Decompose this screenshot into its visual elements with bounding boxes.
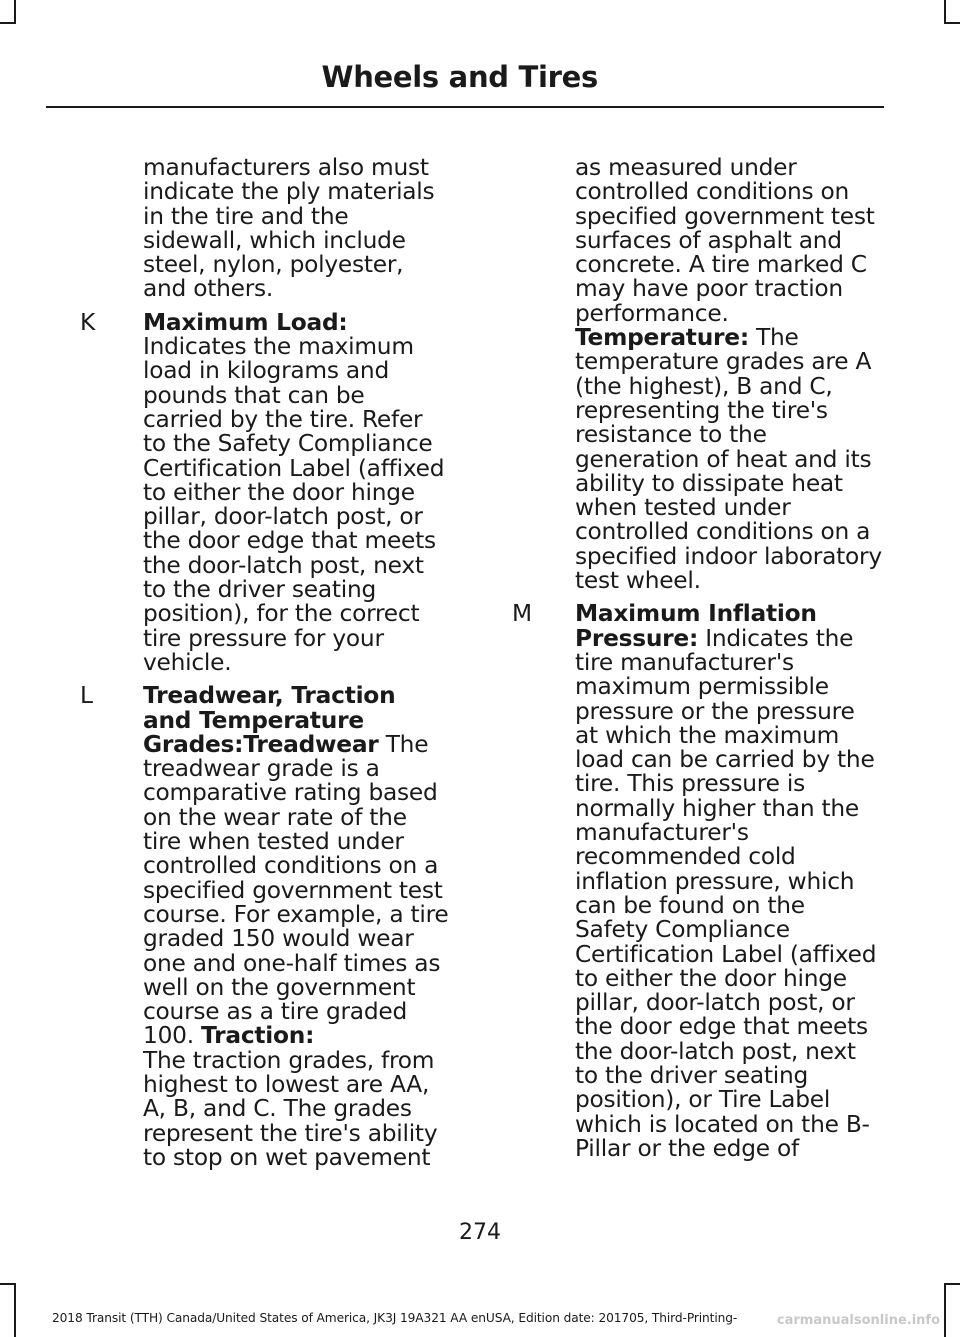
entry-term: Maximum Load: xyxy=(143,308,348,336)
crop-mark-top-left-vertical xyxy=(14,0,16,24)
crop-mark-bottom-right-horizontal xyxy=(944,1283,960,1285)
entry-subtext: The temperature grades are A (the highest), B and C, representing the tire's resistance to the generation of heat and its ability to dissipate heat when tested under controlled conditions on a specified indoor laboratory test wheel. xyxy=(575,324,882,595)
entry-text: Indicates the maximum load in kilograms and pounds that can be carried by the tire. Refer to the Safety Compliance Certification Label (affixed to either the door hinge pillar, door-latch post, or the door edge that meets the door-latch post, next to the driver seating position), for the correct tire pressure for your vehicle. xyxy=(143,333,445,676)
left-column xyxy=(80,156,450,1179)
crop-mark-bottom-left-horizontal xyxy=(0,1283,16,1285)
entry-letter: M xyxy=(512,600,532,628)
right-column xyxy=(512,156,882,1170)
crop-mark-bottom-left-vertical xyxy=(14,1283,16,1337)
crop-mark-bottom-right-vertical xyxy=(944,1283,946,1337)
entry-body xyxy=(143,684,450,1170)
entry-letter: L xyxy=(80,682,93,710)
crop-mark-top-left-horizontal xyxy=(0,22,16,24)
entry-subterm: Temperature: xyxy=(575,324,749,352)
entry-letter-empty xyxy=(512,156,575,593)
entry-text: The treadwear grade is a comparative rating based on the wear rate of the tire when tested under controlled conditions on a specified government test course. For example, a tire graded 150 would wear one and one-half times as well on the government course as a tire graded 100. xyxy=(143,730,449,1050)
header-divider xyxy=(46,106,884,108)
entry-k xyxy=(80,308,450,676)
continuation-paragraph xyxy=(512,156,882,593)
entry-letter-empty xyxy=(80,156,143,302)
paragraph-text: manufacturers also must indicate the ply materials in the tire and the sidewall, which include steel, nylon, polyester, and others. xyxy=(143,154,435,303)
crop-mark-top-right-horizontal xyxy=(944,22,960,24)
continuation-paragraph xyxy=(80,156,450,302)
page-title: Wheels and Tires xyxy=(321,60,598,94)
page-number: 274 xyxy=(459,1220,501,1245)
entry-m xyxy=(512,602,882,1161)
entry-letter: K xyxy=(80,308,96,336)
entry-body xyxy=(143,308,450,676)
entry-subtext: The traction grades, from highest to lowest are AA, A, B, and C. The grades represent the tire's ability to stop on wet pavement xyxy=(143,1046,438,1171)
footer-text: 2018 Transit (TTH) Canada/United States of America, JK3J 19A321 AA enUSA, Edition date: 201705, Third-Printing- xyxy=(52,1311,738,1325)
entry-subterm: Traction: xyxy=(201,1022,315,1050)
watermark: carmanualsonline.info xyxy=(776,1313,940,1328)
entry-term: Treadwear, Traction and Temperature Grades:Treadwear xyxy=(143,682,396,758)
paragraph-text: as measured under controlled conditions on specified government test surfaces of asphalt and concrete. A tire marked C may have poor traction performance. xyxy=(575,154,875,327)
paragraph-body xyxy=(575,156,882,593)
entry-l xyxy=(80,684,450,1170)
crop-mark-top-right-vertical xyxy=(944,0,946,24)
entry-term: Maximum Inflation Pressure: xyxy=(575,600,817,652)
entry-body xyxy=(575,602,882,1161)
entry-text: Indicates the tire manufacturer's maximum permissible pressure or the pressure at which the maximum load can be carried by the tire. This pressure is normally higher than the manufacturer's recommended cold inflation pressure, which can be found on the Safety Compliance Certification Label (affixed to either the door hinge pillar, door-latch post, or the door edge that meets the door-latch post, next to the driver seating position), or Tire Label which is located on the B-Pillar or the edge of xyxy=(575,624,877,1162)
